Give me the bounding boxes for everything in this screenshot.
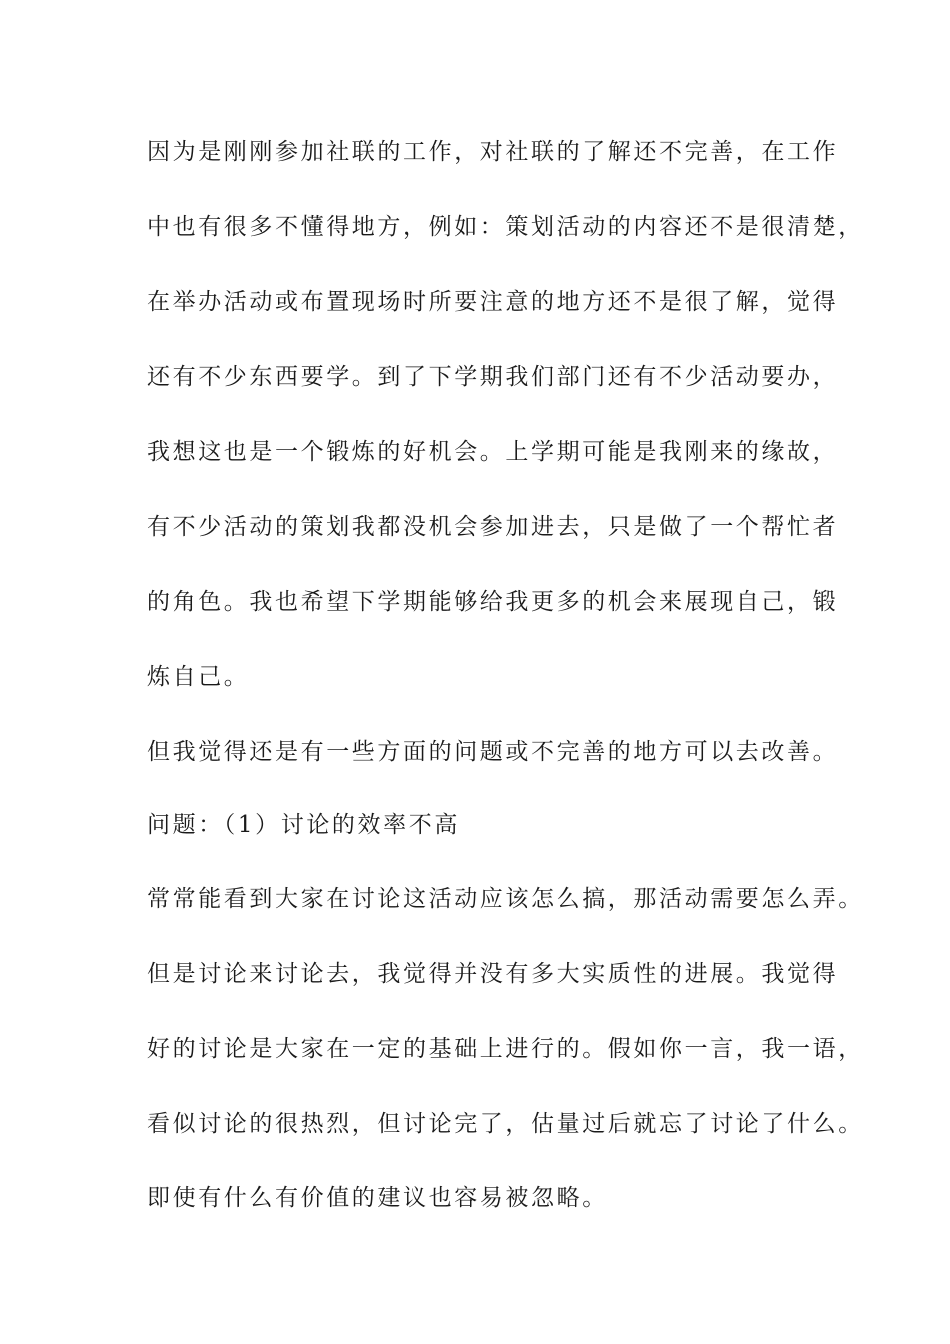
text-line: 的角色。我也希望下学期能够给我更多的机会来展现自己，锻 <box>147 589 839 615</box>
text-line: 因为是刚刚参加社联的工作，对社联的了解还不完善，在工作 <box>147 139 839 165</box>
text-line: 常常能看到大家在讨论这活动应该怎么搞，那活动需要怎么弄。 <box>147 886 864 912</box>
text-line: 中也有很多不懂得地方，例如：策划活动的内容还不是很清楚， <box>147 214 864 240</box>
text-line: 看似讨论的很热烈，但讨论完了，估量过后就忘了讨论了什么。 <box>147 1111 864 1137</box>
text-line: 即使有什么有价值的建议也容易被忽略。 <box>147 1185 608 1211</box>
text-line: 炼自己。 <box>147 664 250 690</box>
section-heading: 问题：（1）讨论的效率不高 <box>147 812 460 838</box>
text-line: 但我觉得还是有一些方面的问题或不完善的地方可以去改善。 <box>147 739 839 765</box>
text-line: 我想这也是一个锻炼的好机会。上学期可能是我刚来的缘故， <box>147 439 839 465</box>
text-line: 但是讨论来讨论去，我觉得并没有多大实质性的进展。我觉得 <box>147 961 839 987</box>
text-line: 还有不少东西要学。到了下学期我们部门还有不少活动要办， <box>147 364 839 390</box>
text-line: 在举办活动或布置现场时所要注意的地方还不是很了解，觉得 <box>147 289 839 315</box>
text-line: 有不少活动的策划我都没机会参加进去，只是做了一个帮忙者 <box>147 514 839 540</box>
text-line: 好的讨论是大家在一定的基础上进行的。假如你一言，我一语， <box>147 1036 864 1062</box>
